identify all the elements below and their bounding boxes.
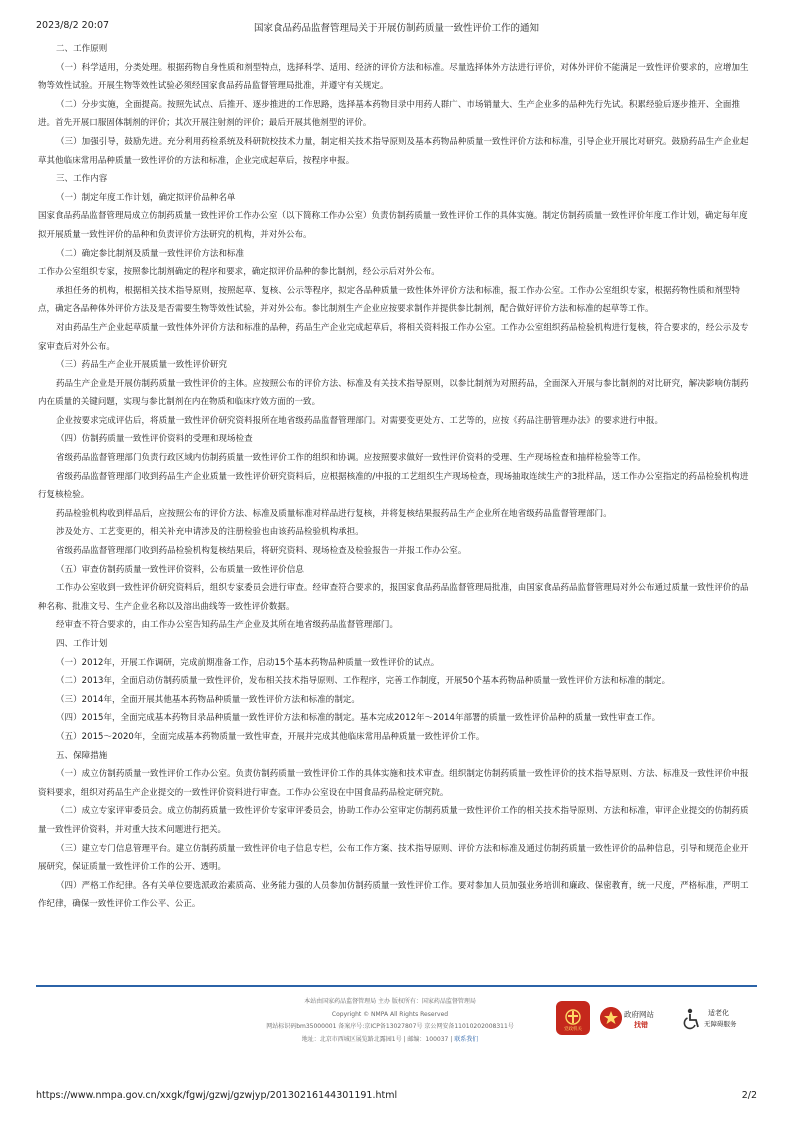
accessibility-icon [682, 1008, 702, 1030]
gov-site-error-label: 找错 [634, 1021, 648, 1029]
paragraph: 省级药品监督管理部门收到药品生产企业质量一致性评价研究资料后，应根据核准的/申报的工艺组织生产现场检查，现场抽取连续生产的3批样品，送工作办公室指定的药品检验机构进行复核检验。 [38, 471, 749, 501]
party-government-badge[interactable] [556, 1001, 590, 1035]
subsection-heading: （五）审查仿制药质量一致性评价资料，公布质量一致性评价信息 [56, 564, 304, 575]
print-datetime: 2023/8/2 20:07 [36, 20, 110, 31]
paragraph: 省级药品监督管理部门负责行政区域内仿制药质量一致性评价工作的组织和协调。应按照要求做好一致性评价资料的受理、生产现场检查和抽样检验等工作。 [56, 453, 646, 464]
footer-registration[interactable]: 网站标识码bm35000001 备案序号:京ICP备13027807号 京公网安备11010202008311号 [266, 1023, 514, 1030]
section-heading: 四、工作计划 [56, 639, 108, 649]
contact-us-link[interactable]: 联系我们 [454, 1035, 479, 1043]
section-heading: 五、保障措施 [56, 750, 108, 761]
paragraph: （一）成立仿制药质量一致性评价工作办公室。负责仿制药质量一致性评价工作的具体实施和技术审查。组织制定仿制药质量一致性评价的技术指导原则、方法、标准及一致性评价申报资料要求，组织对药品生产企业提交的一致性评价资料进行审查。工作办公室设在中国食品药品检定研究院。 [38, 769, 749, 798]
paragraph: 工作办公室收到一致性评价研究资料后，组织专家委员会进行审查。经审查符合要求的，报国家食品药品监督管理局批准，由国家食品药品监督管理局对外公布通过质量一致性评价的品种名称、批准文号、生产企业名称以及溶出曲线等一致性评价数据。 [38, 583, 749, 612]
paragraph: 省级药品监督管理部门收到药品检验机构复核结果后，将研究资料、现场检查及检验报告一并报工作办公室。 [56, 546, 467, 557]
paragraph: （五）2015～2020年，全面完成基本药物质量一致性审查，开展并完成其他临床常用品种质量一致性评价工作。 [56, 731, 485, 742]
print-header [36, 20, 757, 34]
paragraph: 承担任务的机构，根据相关技术指导原则，按照起草、复核、公示等程序，拟定各品种质量一致性体外评价方法和标准，报工作办公室。工作办公室组织专家，根据药物性质和剂型特点，确定各品种体外评价方法及是否需要生物等效性试验，并对外公布。参比制剂生产企业应按要求制作并提供参比制剂，配合做好评价方法和标准的起草等工作。 [38, 285, 741, 315]
elder-friendly-label: 适老化 [708, 1009, 729, 1017]
paragraph: （二）成立专家评审委员会。成立仿制药质量一致性评价专家审评委员会，协助工作办公室审定仿制药质量一致性评价工作的相关技术指导原则、方法和标准，审评企业提交的仿制药质量一致性评价资料，并对重大技术问题进行把关。 [38, 806, 749, 835]
gov-emblem-icon [600, 1007, 622, 1029]
footer-divider [36, 985, 757, 987]
document-title: 国家食品药品监督管理局关于开展仿制药质量一致性评价工作的通知 [253, 23, 539, 34]
paragraph: （三）建立专门信息管理平台。建立仿制药质量一致性评价电子信息专栏，公布工作方案、技术指导原则、评价方法和标准及通过仿制药质量一致性评价的品种信息，引导和规范企业开展研究，保证质量一致性评价工作的公开、透明。 [38, 843, 749, 873]
paragraph: 国家食品药品监督管理局成立仿制药质量一致性评价工作办公室（以下简称工作办公室）负责仿制药质量一致性评价工作的具体实施。制定仿制药质量一致性评价年度工作计划，确定每年度拟开展质量一致性评价的品种和负责评价方法研究的机构，并对外公布。 [38, 211, 748, 240]
paragraph: 药品检验机构收到样品后，应按照公布的评价方法、标准及质量标准对样品进行复核，并将复核结果报药品生产企业所在地省级药品监督管理部门。 [56, 508, 612, 519]
gov-site-label: 政府网站 [624, 1010, 654, 1019]
accessibility-label: 无障碍服务 [704, 1020, 737, 1028]
footer-address-text: 地址：北京市西城区展览路北露园1号 | 邮编：100037 | [301, 1035, 455, 1043]
page-number: 2/2 [741, 1090, 757, 1101]
print-footer [36, 1090, 757, 1104]
paragraph: （二）分步实施，全面提高。按照先试点、后推开、逐步推进的工作思路，选择基本药物目录中用药人群广、市场销量大、生产企业多的品种先行先试。积累经验后逐步推开、全面推进。首先开展口服固体制剂的评价；其次开展注射剂的评价；最后开展其他剂型的评价。 [38, 99, 741, 129]
subsection-heading: （二）确定参比制剂及质量一致性评价方法和标准 [56, 248, 245, 259]
paragraph: （四）2015年，全面完成基本药物目录品种质量一致性评价方法和标准的制定。基本完成2012年～2014年部署的质量一致性评价品种的质量一致性审查工作。 [56, 713, 661, 724]
paragraph: 对由药品生产企业起草质量一致性体外评价方法和标准的品种，药品生产企业完成起草后，将相关资料报工作办公室。工作办公室组织药品检验机构进行复核，符合要求的，经公示及专家审查后对外公布。 [38, 322, 749, 352]
paragraph: （二）2013年，全面启动仿制药质量一致性评价，发布相关技术指导原则、工作程序，完善工作制度，开展50个基本药物品种质量一致性评价方法和标准的制定。 [56, 676, 671, 687]
party-badge-label: 党政机关 [564, 1027, 582, 1032]
paragraph: 药品生产企业是开展仿制药质量一致性评价的主体。应按照公布的评价方法、标准及有关技术指导原则，以参比制剂为对照药品，全面深入开展与参比制剂的对比研究，解决影响仿制药内在质量的关键问题，实现与参比制剂在内在物质和临床疗效方面的一致。 [38, 378, 749, 408]
section-heading: 二、工作原则 [56, 44, 108, 54]
paragraph: （四）严格工作纪律。各有关单位要选派政治素质高、业务能力强的人员参加仿制药质量一致性评价工作。要对参加人员加强业务培训和廉政、保密教育，统一尺度，严格标准，严明工作纪律，确保一致性评价工作公平、公正。 [38, 880, 749, 910]
paragraph: 经审查不符合要求的，由工作办公室告知药品生产企业及其所在地省级药品监督管理部门。 [56, 620, 399, 631]
footer-sponsor: 本站由国家药品监督管理局 主办 版权所有：国家药品监督管理局 [304, 998, 476, 1005]
section-heading: 三、工作内容 [56, 174, 108, 185]
subsection-heading: （四）仿制药质量一致性评价资料的受理和现场检查 [56, 434, 253, 445]
subsection-heading: （一）制定年度工作计划，确定拟评价品种名单 [56, 192, 236, 203]
document-body [38, 40, 756, 914]
emblem-icon [563, 1008, 583, 1028]
accessibility-service[interactable] [682, 1006, 752, 1032]
site-footer [230, 996, 550, 1046]
paragraph: （一）2012年，开展工作调研，完成前期准备工作，启动15个基本药物品种质量一致性评价的试点。 [56, 657, 440, 668]
paragraph: （三）加强引导，鼓励先进。充分利用药检系统及科研院校技术力量，制定相关技术指导原则及基本药物品种质量一致性评价方法和标准，引导企业开展比对研究。鼓励药品生产企业起草其他临床常用品种质量一致性评价的方法和标准，企业完成起草后，按程序申报。 [38, 136, 749, 166]
footer-address [230, 1034, 550, 1047]
subsection-heading: （三）药品生产企业开展质量一致性评价研究 [56, 360, 228, 371]
paragraph: （三）2014年，全面开展其他基本药物品种质量一致性评价方法和标准的制定。 [56, 694, 360, 705]
footer-copyright: Copyright © NMPA All Rights Reserved [331, 1010, 449, 1018]
paragraph: 涉及处方、工艺变更的，相关补充申请涉及的注册检验也由该药品检验机构承担。 [56, 527, 364, 538]
paragraph: 工作办公室组织专家，按照参比制剂确定的程序和要求，确定拟评价品种的参比制剂，经公示后对外公布。 [38, 267, 440, 278]
gov-site-error-report[interactable] [600, 1006, 666, 1032]
page-url: https://www.nmpa.gov.cn/xxgk/fgwj/gzwj/gzwjyp/20130216144301191.html [36, 1090, 398, 1101]
paragraph: 企业按要求完成评估后，将质量一致性评价研究资料报所在地省级药品监督管理部门。对需要变更处方、工艺等的，应按《药品注册管理办法》的要求进行申报。 [56, 415, 664, 426]
paragraph: （一）科学适用，分类处理。根据药物自身性质和剂型特点，选择科学、适用、经济的评价方法和标准。尽量选择体外方法进行评价，对体外评价不能满足一致性评价要求的，应增加生物等效性试验。开展生物等效性试验必须经国家食品药品监督管理局批准，并遵守有关规定。 [38, 62, 749, 92]
